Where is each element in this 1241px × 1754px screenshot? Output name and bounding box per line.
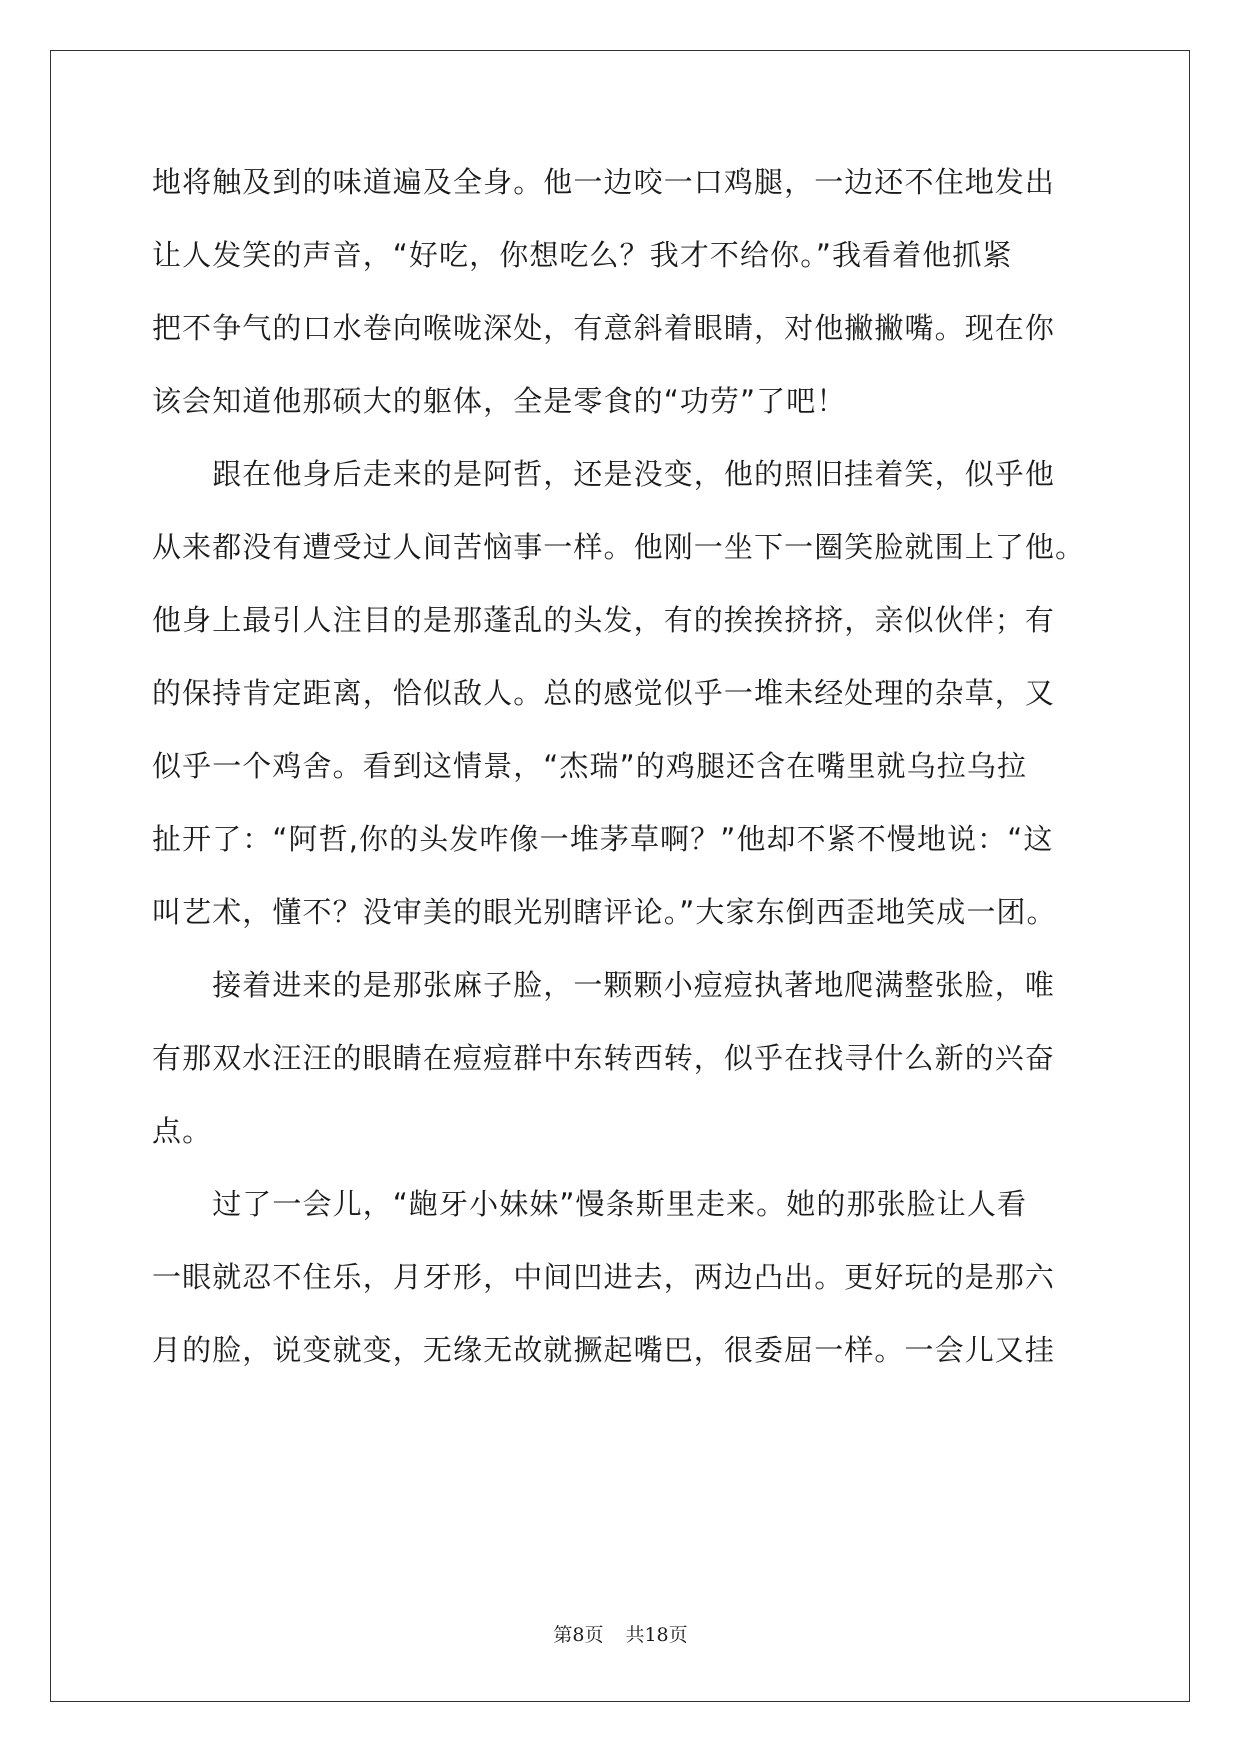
text-line: 该会知道他那硕大的躯体，全是零食的“功劳”了吧！ bbox=[152, 384, 847, 418]
page-border bbox=[50, 50, 1190, 1702]
text-line: 有那双水汪汪的眼睛在痘痘群中东转西转，似乎在找寻什么新的兴奋 bbox=[152, 1041, 1056, 1075]
text-line: 接着进来的是那张麻子脸，一颗颗小痘痘执著地爬满整张脸，唯 bbox=[152, 968, 1056, 1002]
page-number: 第8页 bbox=[553, 1624, 604, 1646]
text-line: 似乎一个鸡舍。看到这情景，“杰瑞”的鸡腿还含在嘴里就乌拉乌拉 bbox=[152, 749, 1028, 783]
text-line: 地将触及到的味道遍及全身。他一边咬一口鸡腿，一边还不住地发出 bbox=[152, 165, 1056, 199]
text-line: 扯开了：“阿哲,你的头发咋像一堆茅草啊？”他却不紧不慢地说：“这 bbox=[152, 822, 1054, 856]
text-line: 把不争气的口水卷向喉咙深处，有意斜着眼睛，对他撇撇嘴。现在你 bbox=[152, 311, 1056, 345]
text-line: 跟在他身后走来的是阿哲，还是没变，他的照旧挂着笑，似乎他 bbox=[152, 457, 1056, 491]
text-line: 过了一会儿，“龅牙小妹妹”慢条斯里走来。她的那张脸让人看 bbox=[152, 1187, 1028, 1221]
text-line: 他身上最引人注目的是那蓬乱的头发，有的挨挨挤挤，亲似伙伴；有 bbox=[152, 603, 1056, 637]
text-line: 一眼就忍不住乐，月牙形，中间凹进去，两边凸出。更好玩的是那六 bbox=[152, 1260, 1056, 1294]
text-line: 月的脸，说变就变，无缘无故就撅起嘴巴，很委屈一样。一会儿又挂 bbox=[152, 1333, 1056, 1367]
text-line: 叫艺术，懂不？没审美的眼光别瞎评论。”大家东倒西歪地笑成一团。 bbox=[152, 895, 1057, 929]
text-line: 的保持肯定距离，恰似敌人。总的感觉似乎一堆未经处理的杂草，又 bbox=[152, 676, 1056, 710]
text-line: 点。 bbox=[152, 1114, 213, 1148]
total-pages: 共18页 bbox=[625, 1624, 688, 1646]
text-line: 让人发笑的声音，“好吃，你想吃么？我才不给你。”我看着他抓紧 bbox=[152, 238, 1013, 272]
text-line: 从来都没有遭受过人间苦恼事一样。他刚一坐下一圈笑脸就围上了他。 bbox=[152, 530, 1086, 564]
page-footer bbox=[0, 1620, 1241, 1647]
